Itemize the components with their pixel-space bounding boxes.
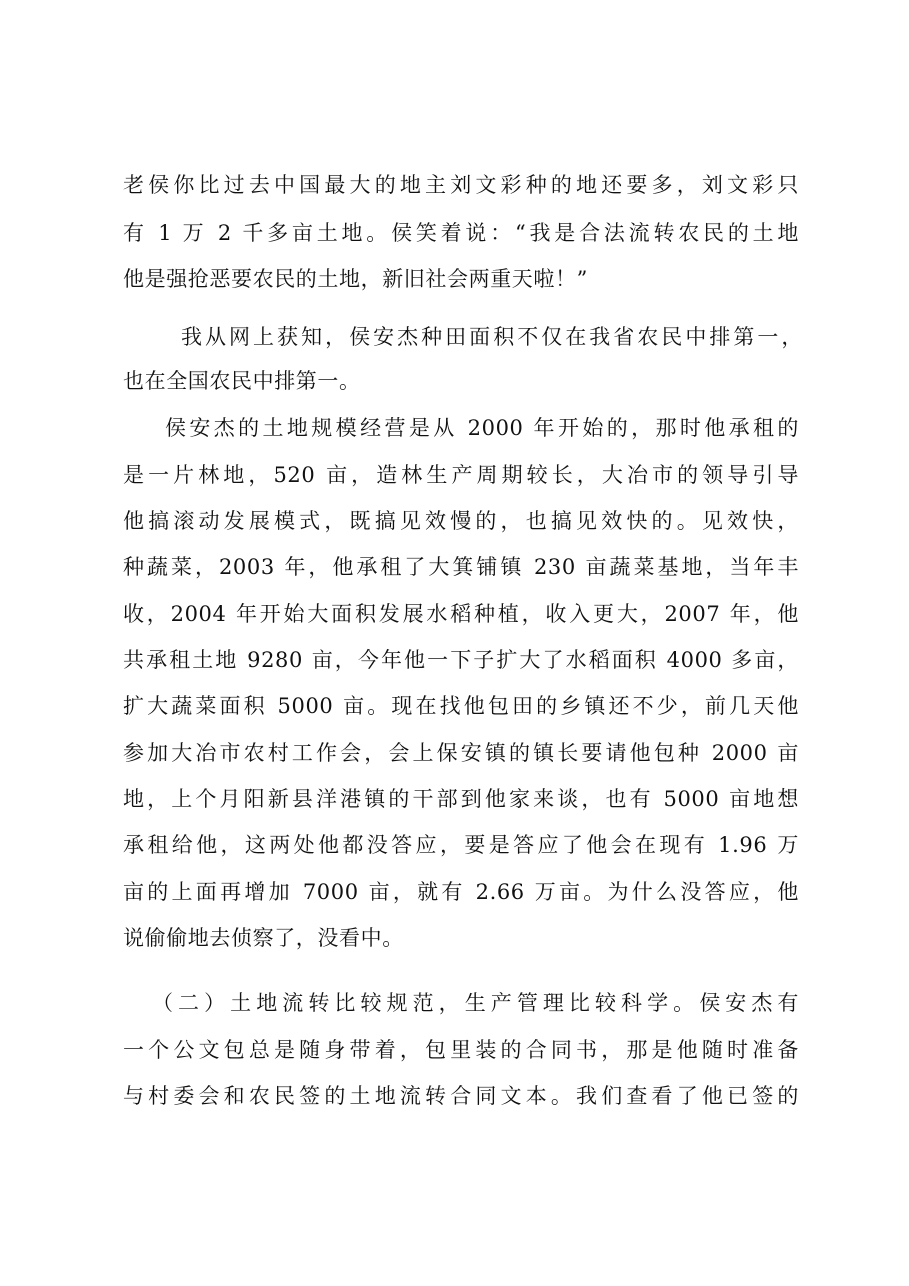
text-line: 是一片林地，520 亩，造林生产周期较长，大冶市的领导引导 — [123, 463, 799, 487]
text-line: 扩大蔬菜面积 5000 亩。现在找他包田的乡镇还不少，前几天他 — [123, 694, 799, 718]
text-line: 也在全国农民中排第一。 — [123, 369, 361, 393]
text-line: 他是强抢恶要农民的土地，新旧社会两重天啦！” — [123, 267, 588, 291]
text-line: 种蔬菜，2003 年，他承租了大箕铺镇 230 亩蔬菜基地，当年丰 — [123, 555, 799, 579]
text-line: 共承租土地 9280 亩，今年他一下子扩大了水稻面积 4000 多亩， — [123, 648, 799, 672]
section-heading-line: （二）土地流转比较规范，生产管理比较科学。侯安杰有 — [152, 991, 799, 1015]
text-line: 一个公文包总是随身带着，包里装的合同书，那是他随时准备 — [123, 1038, 799, 1062]
text-line: 承租给他，这两处他都没答应，要是答应了他会在现有 1.96 万 — [123, 833, 799, 857]
text-line: 参加大冶市农村工作会，会上保安镇的镇长要请他包种 2000 亩 — [123, 741, 799, 765]
text-line: 地，上个月阳新县洋港镇的干部到他家来谈，也有 5000 亩地想 — [123, 787, 799, 811]
text-line: 说偷偷地去侦察了，没看中。 — [123, 926, 404, 950]
text-line: 收，2004 年开始大面积发展水稻种植，收入更大，2007 年，他 — [123, 602, 799, 626]
text-line: 亩的上面再增加 7000 亩，就有 2.66 万亩。为什么没答应，他 — [123, 880, 799, 904]
text-line: 有 1 万 2 千多亩土地。侯笑着说：“我是合法流转农民的土地 — [123, 221, 799, 245]
text-line: 他搞滚动发展模式，既搞见效慢的，也搞见效快的。见效快， — [123, 509, 799, 533]
text-line: 老侯你比过去中国最大的地主刘文彩种的地还要多，刘文彩只 — [123, 173, 799, 197]
paragraph-first-line: 侯安杰的土地规模经营是从 2000 年开始的，那时他承租的 — [165, 416, 799, 440]
paragraph-first-line: 我从网上获知，侯安杰种田面积不仅在我省农民中排第一， — [181, 325, 803, 349]
text-line: 与村委会和农民签的土地流转合同文本。我们查看了他已签的 — [123, 1084, 799, 1108]
